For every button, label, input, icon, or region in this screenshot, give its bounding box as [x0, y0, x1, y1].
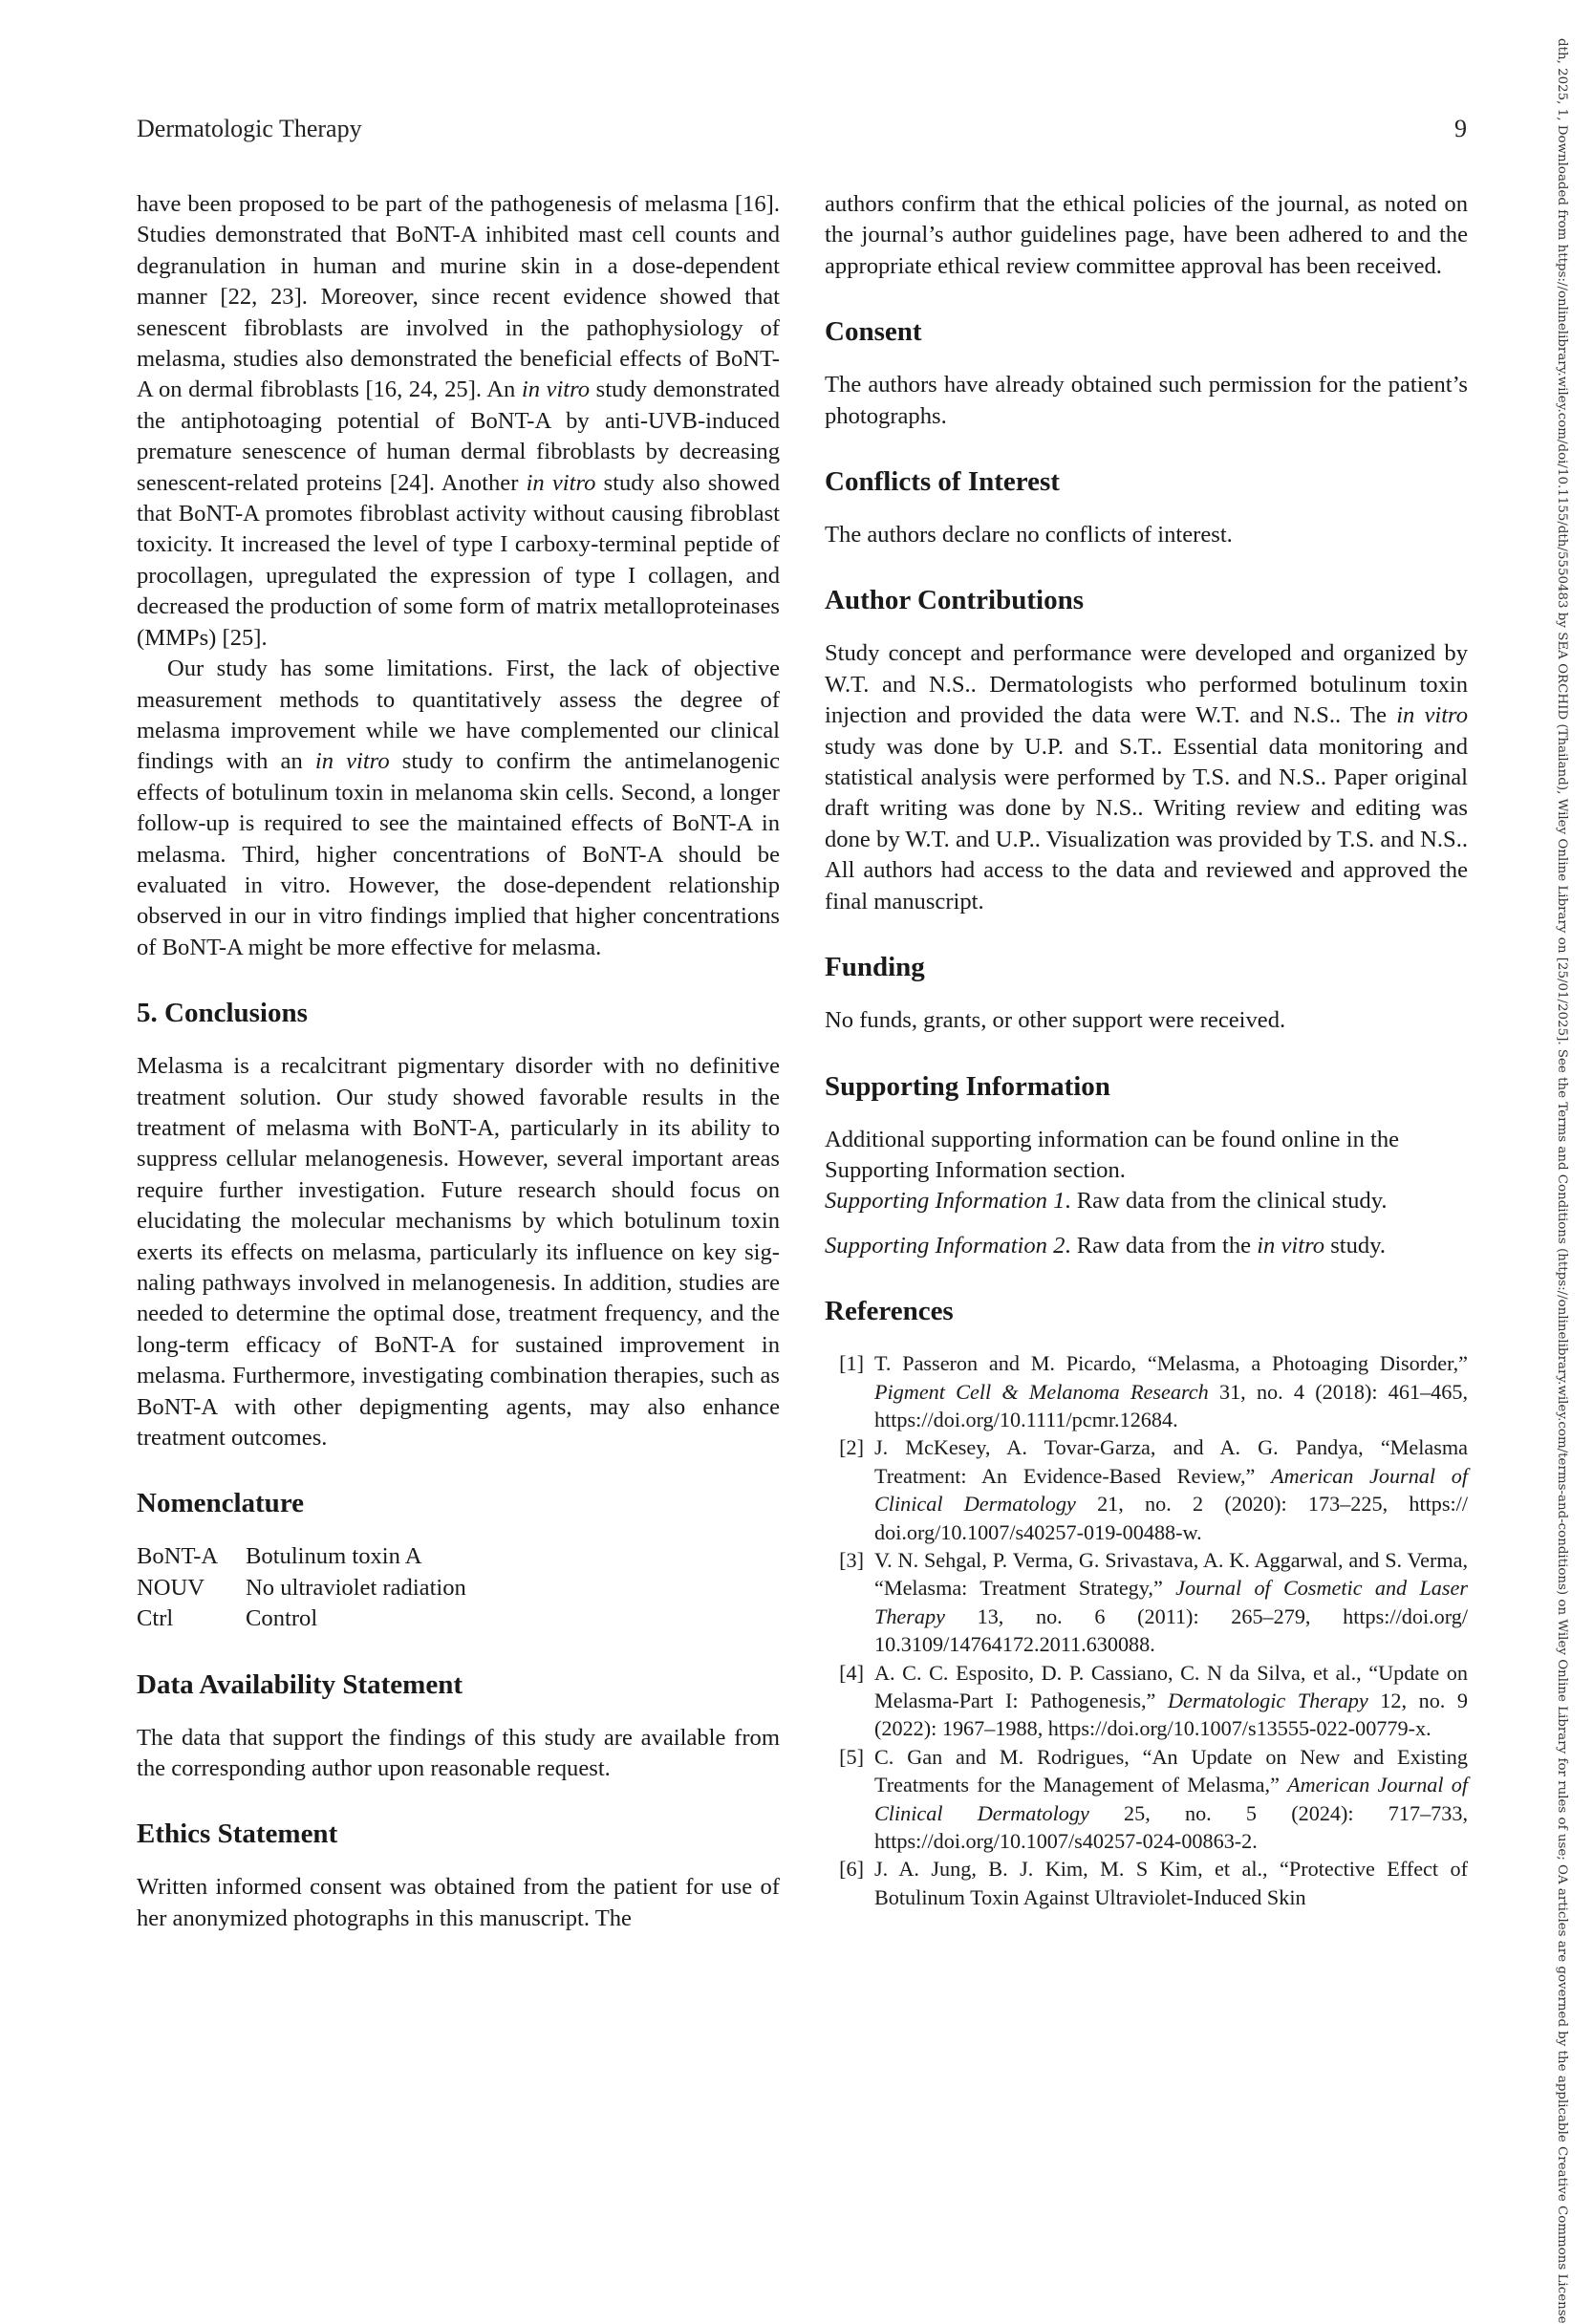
conflicts-section — [825, 464, 1468, 550]
italic-run: Supporting Information 1 — [825, 1188, 1066, 1215]
supporting-info-item-1[interactable]: Supporting Information 1. Raw data from the clinical study. — [825, 1188, 1388, 1215]
nomenclature-def: Control — [246, 1605, 318, 1632]
reference-number: [5] — [839, 1744, 864, 1769]
right-column — [825, 189, 1468, 1911]
italic-run: in vitro — [1396, 702, 1468, 729]
reference-text[interactable]: C. Gan and M. Rodrigues, “An Update on New and Existing Treatments for the Management of Melasma,” American Journal of Clinical Dermatology 25, no. 5 (2024): 717–733, https://doi.org/10.1007/s40257-024-00863-2. — [874, 1744, 1468, 1854]
reference-item — [825, 1855, 1468, 1911]
discussion-paragraph: have been proposed to be part of the pathogenesis of melasma [16]. Studies demonstrated that BoNT-A inhibited mast cell counts and degranulation in human and murine skin in a dose-dependent manner [22, 23]. Moreover, since recent evidence showed that senescent fibroblasts are involved in the pathophysiology of melasma, studies also demonstrated the beneficial effects of BoNT-A on dermal fibroblasts [16, 24, 25]. An in vitro study demonstrated the antiphotoaging potential of BoNT-A by anti-UVB-induced premature senescence of human dermal fibroblasts by decreasing senescent-related proteins [24]. Another in vitro study also showed that BoNT-A promotes fibroblast activity without causing fibroblast toxicity. It increased the level of type I carboxy-terminal peptide of procollagen, upregulated the expression of type I collagen, and decreased the production of some form of matrix metalloproteinases (MMPs) [25]. — [137, 191, 780, 651]
data-availability-section — [137, 1668, 780, 1785]
section-heading: Ethics Statement — [137, 1818, 338, 1850]
italic-run: Pigment Cell & Melanoma Research — [874, 1379, 1209, 1404]
italic-run: in vitro — [1257, 1232, 1325, 1259]
ethics-body: Written informed consent was obtained from the patient for use of her anonymized photographs in this manuscript. The — [137, 1874, 780, 1931]
author-contributions-section — [825, 583, 1468, 917]
reference-item — [825, 1349, 1468, 1433]
reference-text[interactable]: V. N. Sehgal, P. Verma, G. Srivastava, A. K. Aggarwal, and S. Verma, “Melasma: Treatment Strategy,” Journal of Cosmetic and Laser Therapy 13, no. 6 (2011): 265–279, https://doi.org/​10.3109/14764172.2011.630088. — [874, 1547, 1468, 1657]
page-number: 9 — [1454, 115, 1467, 142]
nomenclature-abbr: Ctrl — [137, 1605, 174, 1632]
italic-run: Supporting Information 2 — [825, 1232, 1066, 1259]
section-heading: Funding — [825, 952, 925, 983]
italic-run: Journal of Cosmetic and Laser Therapy — [874, 1576, 1468, 1628]
section-heading: Supporting Information — [825, 1070, 1110, 1102]
reference-number: [2] — [839, 1435, 864, 1460]
limitations-paragraph: Our study has some limitations. First, the lack of objective measurement methods to quantitatively assess the degree of melasma improvement while we have complemented our clinical findings with an in vitro study to confirm the antimelanogenic effects of botulinum toxin in melanoma skin cells. Second, a longer follow-up is required to see the maintained effects of BoNT-A in melasma. Third, higher concentrations of BoNT-A should be evaluated in vitro. However, the dose-dependent relationship observed in our in vitro findings implied that higher concentrations of BoNT-A might be more effective for melasma. — [137, 656, 780, 960]
journal-title: Dermatologic Therapy — [137, 115, 362, 142]
italic-run: American Journal of Clinical Dermatology — [874, 1463, 1468, 1517]
reference-item — [825, 1743, 1468, 1856]
reference-number: [4] — [839, 1660, 864, 1685]
section-heading: Data Availability Statement — [137, 1668, 463, 1700]
running-header — [137, 113, 1467, 145]
italic-run: in vitro — [314, 748, 390, 775]
section-heading: 5. Conclusions — [137, 998, 308, 1029]
reference-number: [3] — [839, 1547, 864, 1572]
supporting-information-section — [825, 1069, 1468, 1262]
supporting-info-intro: Additional supporting information can be found online in the Supporting Information section. — [825, 1126, 1400, 1183]
supporting-info-item-2[interactable]: Supporting Information 2. Raw data from the in vitro study. — [825, 1232, 1387, 1259]
italic-run: American Journal of Clinical Dermatology — [874, 1773, 1468, 1825]
reference-item — [825, 1546, 1468, 1659]
nomenclature-abbr: NOUV — [137, 1574, 205, 1601]
reference-item — [825, 1659, 1468, 1743]
references-section — [825, 1294, 1468, 1911]
funding-section — [825, 950, 1468, 1036]
nomenclature-def: Botulinum toxin A — [246, 1543, 422, 1570]
italic-run: in vitro — [521, 377, 591, 403]
author-contributions-body: Study concept and performance were developed and organized by W.T. and N.S.. Dermatologists who performed botulinum toxin injection and provided the data were W.T. and N.S.. The in vitro study was done by U.P. and S.T.. Essential data monitoring and statistical analysis were performed by T.S. and N.S.. Paper original draft writing was done by N.S.. Writing review and editing was done by W.T. and U.P.. Visualization was provided by T.S. and N.S.. All authors had access to the data and reviewed and approved the final manuscript. — [825, 640, 1468, 915]
reference-item — [825, 1433, 1468, 1546]
italic-run: Dermatologic Therapy — [1167, 1689, 1368, 1712]
download-notice-sidebar: dth, 2025, 1, Downloaded from https://onlinelibrary.wiley.com/doi/10.1155/dth/5550483 by SEA ORCHID (Thailand), Wiley Online Library on [25/01/2025]. See the Terms and Conditions (https://onlinelibrary.wiley.com/terms-and-conditions) on Wiley Online Library for rules of use; OA articles are governed by the applicable Creative Commons License — [1555, 38, 1569, 2324]
nomenclature-section — [137, 1486, 780, 1634]
nomenclature-def: No ultraviolet radiation — [246, 1574, 466, 1601]
nomenclature-list — [137, 1541, 780, 1634]
reference-text[interactable]: J. McKesey, A. Tovar-Garza, and A. G. Pandya, “Melasma Treatment: An Evidence-Based Review,” American Journal of Clinical Dermatology 21, no. 2 (2020): 173–225, https://​doi.org/10.1007/s40257-019-00488-w. — [874, 1435, 1469, 1544]
reference-text[interactable]: A. C. C. Esposito, D. P. Cassiano, C. N da Silva, et al., “Update on Melasma-Part I: Pathogenesis,” Dermatologic Therapy 12, no. 9 (2022): 1967–1988, https://doi.org/10.1007/s13555-022-​00779-x. — [874, 1660, 1468, 1741]
section-heading: Consent — [825, 316, 922, 348]
consent-section — [825, 314, 1468, 432]
ethics-section — [137, 1817, 780, 1934]
conflicts-body: The authors declare no conflicts of interest. — [825, 522, 1233, 549]
left-column — [137, 189, 780, 1934]
conclusions-section — [137, 996, 780, 1453]
italic-run: in vitro — [526, 469, 596, 496]
nomenclature-abbr: BoNT-A — [137, 1543, 219, 1570]
conclusions-body: Melasma is a recalcitrant pigmentary disorder with no definitive treatment solution. Our study showed favorable results in the treatment of melasma with BoNT-A, particularly in its ability to suppress cellular melanogenesis. However, several important areas require further investigation. Future research should focus on elucidating the molecular mechanisms by which botulinum toxin exerts its effects on melasma, particularly its influence on key signaling pathways involved in melanogenesis. In addition, studies are needed to determine the optimal dose, treatment frequency, and the long-term efficacy of BoNT-A for sustained improvement in melasma. Furthermore, investigating combination therapies, such as BoNT-A with other depigmenting agents, may also enhance treatment outcomes. — [137, 1053, 780, 1452]
reference-text[interactable]: T. Passeron and M. Picardo, “Melasma, a Photoaging Disorder,” Pigment Cell & Melanoma Research 31, no. 4 (2018): 461–465, https://doi.org/10.1111/pcmr.12684. — [874, 1351, 1468, 1431]
reference-text[interactable]: J. A. Jung, B. J. Kim, M. S Kim, et al., “Protective Effect of Botulinum Toxin Against Ultraviolet-Induced Skin — [874, 1857, 1468, 1909]
reference-number: [6] — [839, 1857, 864, 1882]
reference-number: [1] — [839, 1351, 864, 1376]
section-heading: Nomenclature — [137, 1488, 305, 1519]
data-availability-body: The data that support the findings of this study are available from the corresponding author upon reasonable request. — [137, 1724, 780, 1782]
section-heading: Author Contributions — [825, 585, 1084, 616]
ethics-body-continued: authors confirm that the ethical policies of the journal, as noted on the journal’s author guidelines page, have been adhered to and the appropriate ethical review committee approval has been received. — [825, 191, 1468, 279]
reference-list — [825, 1349, 1468, 1911]
section-heading: References — [825, 1296, 954, 1327]
section-heading: Conflicts of Interest — [825, 466, 1060, 498]
funding-body: No funds, grants, or other support were received. — [825, 1007, 1286, 1034]
consent-body: The authors have already obtained such permission for the patient’s photographs. — [825, 372, 1468, 429]
